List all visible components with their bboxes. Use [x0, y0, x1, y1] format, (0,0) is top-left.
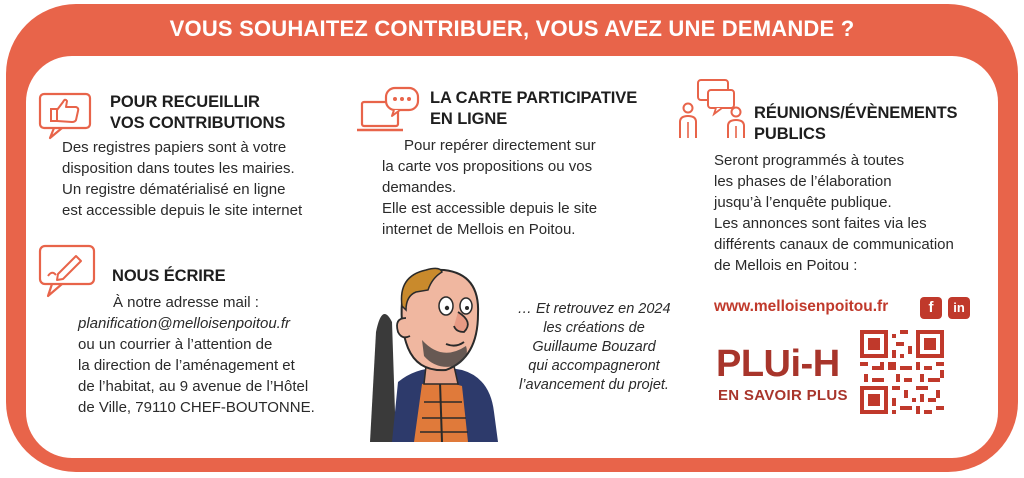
- reunions-line: jusqu’à l’enquête publique.: [714, 194, 892, 211]
- ecrire-text: [78, 292, 315, 418]
- qr-code[interactable]: [860, 330, 944, 419]
- ecrire-line: la direction de l’aménagement et: [78, 357, 295, 374]
- contributions-line: Des registres papiers sont à votre: [62, 139, 287, 156]
- thumbs-up-icon: [38, 92, 98, 140]
- reunions-line: de Mellois en Poitou :: [714, 257, 858, 274]
- carte-line: Elle est accessible depuis le site: [382, 200, 598, 217]
- carte-heading-line1: LA CARTE PARTICIPATIVE: [430, 89, 638, 107]
- linkedin-icon[interactable]: in: [948, 297, 970, 319]
- contributions-text: [62, 137, 302, 221]
- carte-line: la carte vos propositions ou vos: [382, 158, 593, 175]
- reunions-heading: [754, 103, 957, 145]
- website-link[interactable]: www.melloisenpoitou.fr: [714, 298, 889, 315]
- laptop-chat-icon: [356, 86, 422, 136]
- caption-line: qui accompagneront: [528, 358, 660, 374]
- email-link[interactable]: planification@melloisenpoitou.fr: [78, 315, 291, 332]
- reunions-heading-line2: PUBLICS: [754, 125, 826, 143]
- ecrire-line: de Ville, 79110 CHEF-BOUTONNE.: [78, 399, 315, 416]
- reunions-line: les phases de l’élaboration: [714, 173, 892, 190]
- contributions-heading-line1: POUR RECUEILLIR: [110, 93, 260, 111]
- ecrire-line: de l’habitat, au 9 avenue de l’Hôtel: [78, 378, 309, 395]
- carte-line: Pour repérer directement sur: [404, 137, 596, 154]
- caption-line: l’avancement du projet.: [519, 377, 669, 393]
- people-meeting-icon: [676, 78, 750, 140]
- contributions-line: disposition dans toutes les mairies.: [62, 160, 295, 177]
- carte-line: demandes.: [382, 179, 457, 196]
- plui-h-logo[interactable]: PLUi-H: [716, 343, 840, 385]
- ecrire-line: ou un courrier à l’attention de: [78, 336, 273, 353]
- caption-line: … Et retrouvez en 2024: [517, 301, 671, 317]
- cartoon-character-illustration: [362, 262, 512, 447]
- carte-line: internet de Mellois en Poitou.: [382, 221, 576, 238]
- en-savoir-plus-link[interactable]: EN SAVOIR PLUS: [718, 387, 848, 404]
- reunions-text: [714, 150, 954, 276]
- ecrire-heading: NOUS ÉCRIRE: [112, 267, 226, 285]
- reunions-line: Seront programmés à toutes: [714, 152, 905, 169]
- reunions-line: différents canaux de communication: [714, 236, 954, 253]
- carte-heading-line2: EN LIGNE: [430, 110, 508, 128]
- carte-heading: [430, 88, 637, 130]
- contributions-line: Un registre dématérialisé en ligne: [62, 181, 286, 198]
- banner-title: VOUS SOUHAITEZ CONTRIBUER, VOUS AVEZ UNE DEMANDE ?: [169, 16, 855, 41]
- pencil-message-icon: [38, 244, 100, 298]
- reunions-heading-line1: RÉUNIONS/ÉVÈNEMENTS: [754, 104, 958, 122]
- contributions-heading: [110, 92, 285, 134]
- reunions-line: Les annonces sont faites via les: [714, 215, 927, 232]
- illustration-caption: [494, 300, 694, 395]
- caption-line: Guillaume Bouzard: [532, 339, 656, 355]
- ecrire-intro: À notre adresse mail :: [113, 294, 259, 311]
- contributions-heading-line2: VOS CONTRIBUTIONS: [110, 114, 286, 132]
- contributions-line: est accessible depuis le site internet: [62, 202, 303, 219]
- caption-line: les créations de: [543, 320, 645, 336]
- facebook-icon[interactable]: f: [920, 297, 942, 319]
- carte-text: [382, 135, 597, 240]
